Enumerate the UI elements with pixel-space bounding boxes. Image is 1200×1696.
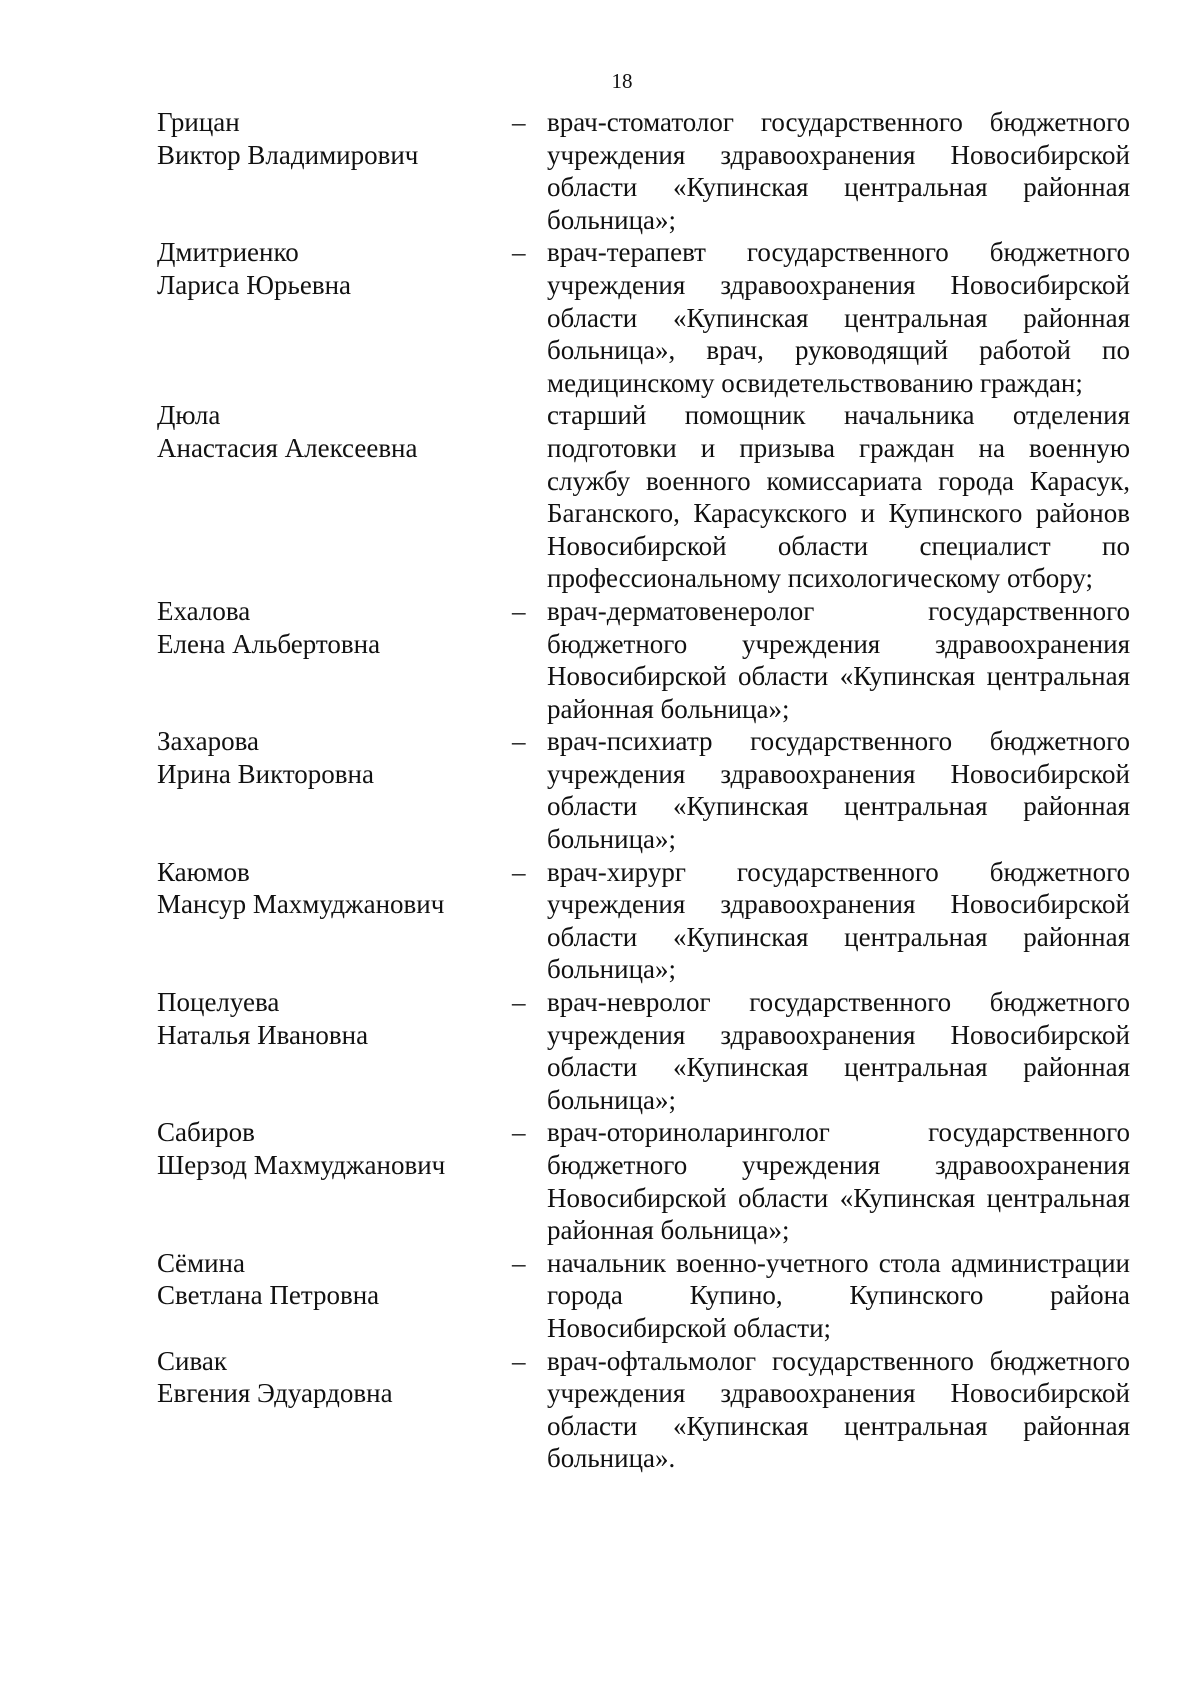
member-entry xyxy=(0,236,1200,399)
member-position: врач-психиатр государственного бюджетного учреждения здравоохранения Новосибирской области «Купинская центральная районная больница»; xyxy=(547,726,1130,855)
member-entry xyxy=(0,106,1200,236)
member-position: врач-стоматолог государственного бюджетного учреждения здравоохранения Новосибирской области «Купинская центральная районная больница»; xyxy=(547,107,1130,235)
member-name xyxy=(157,106,487,171)
member-given-names: Мансур Махмуджанович xyxy=(157,889,445,920)
member-name xyxy=(157,856,487,921)
member-given-names: Наталья Ивановна xyxy=(157,1019,369,1050)
member-name xyxy=(157,1247,487,1312)
member-entry xyxy=(0,1247,1200,1345)
member-position: старший помощник начальника отделения подготовки и призыва граждан на военную службу военного комиссариата города Карасук, Баганского, Карасукского и Купинского районов Новосибирской области специалист по профессиональному психологическому отбору; xyxy=(547,400,1130,594)
member-entry xyxy=(0,1116,1200,1246)
member-position: врач-терапевт государственного бюджетного учреждения здравоохранения Новосибирской области «Купинская центральная районная больница», врач, руководящий работой по медицинскому освидетельствованию граждан; xyxy=(547,237,1130,398)
member-given-names: Евгения Эдуардовна xyxy=(157,1378,393,1409)
member-surname: Захарова xyxy=(157,726,260,757)
member-name xyxy=(157,399,487,464)
member-position: врач-дерматовенеролог государственного бюджетного учреждения здравоохранения Новосибирской области «Купинская центральная районная больница»; xyxy=(547,595,1130,724)
dash-separator: – xyxy=(512,726,526,757)
member-surname: Ехалова xyxy=(157,595,251,626)
member-given-names: Ирина Викторовна xyxy=(157,758,374,789)
member-given-names: Виктор Владимирович xyxy=(157,139,419,170)
page-number: 18 xyxy=(611,69,633,93)
member-surname: Сивак xyxy=(157,1345,227,1376)
member-entry xyxy=(0,1345,1200,1475)
member-name xyxy=(157,236,487,301)
dash-separator: – xyxy=(512,1117,526,1148)
member-name xyxy=(157,1116,487,1181)
member-given-names: Светлана Петровна xyxy=(157,1280,380,1311)
dash-separator: – xyxy=(512,107,526,137)
member-given-names: Лариса Юрьевна xyxy=(157,269,352,300)
dash-separator: – xyxy=(512,237,526,268)
member-entry xyxy=(0,856,1200,986)
member-surname: Грицан xyxy=(157,107,240,137)
member-surname: Дюла xyxy=(157,400,221,431)
member-given-names: Елена Альбертовна xyxy=(157,628,381,659)
member-position: врач-офтальмолог государственного бюджетного учреждения здравоохранения Новосибирской области «Купинская центральная районная больница». xyxy=(547,1345,1130,1474)
member-surname: Каюмов xyxy=(157,856,250,887)
member-entry xyxy=(0,399,1200,595)
member-position: врач-невролог государственного бюджетного учреждения здравоохранения Новосибирской области «Купинская центральная районная больница»; xyxy=(547,987,1130,1115)
member-position: начальник военно-учетного стола администрации города Купино, Купинского района Новосибирской области; xyxy=(547,1247,1130,1343)
commission-members-list xyxy=(0,106,1200,1475)
member-surname: Дмитриенко xyxy=(157,237,299,268)
dash-separator: – xyxy=(512,856,526,887)
member-given-names: Шерзод Махмуджанович xyxy=(157,1150,446,1180)
dash-separator: – xyxy=(512,1345,526,1376)
member-given-names: Анастасия Алексеевна xyxy=(157,432,418,463)
member-position: врач-хирург государственного бюджетного учреждения здравоохранения Новосибирской области «Купинская центральная районная больница»; xyxy=(547,856,1130,985)
member-entry xyxy=(0,725,1200,855)
member-entry xyxy=(0,595,1200,725)
dash-separator: – xyxy=(512,595,526,626)
member-surname: Сёмина xyxy=(157,1247,245,1278)
member-surname: Поцелуева xyxy=(157,987,280,1018)
member-name xyxy=(157,595,487,660)
dash-separator: – xyxy=(512,987,526,1018)
member-entry xyxy=(0,986,1200,1116)
dash-separator: – xyxy=(512,1247,526,1278)
member-position: врач-оториноларинголог государственного бюджетного учреждения здравоохранения Новосибирской области «Купинская центральная районная больница»; xyxy=(547,1117,1130,1246)
member-name xyxy=(157,725,487,790)
member-name xyxy=(157,986,487,1051)
member-surname: Сабиров xyxy=(157,1117,255,1148)
member-name xyxy=(157,1345,487,1410)
